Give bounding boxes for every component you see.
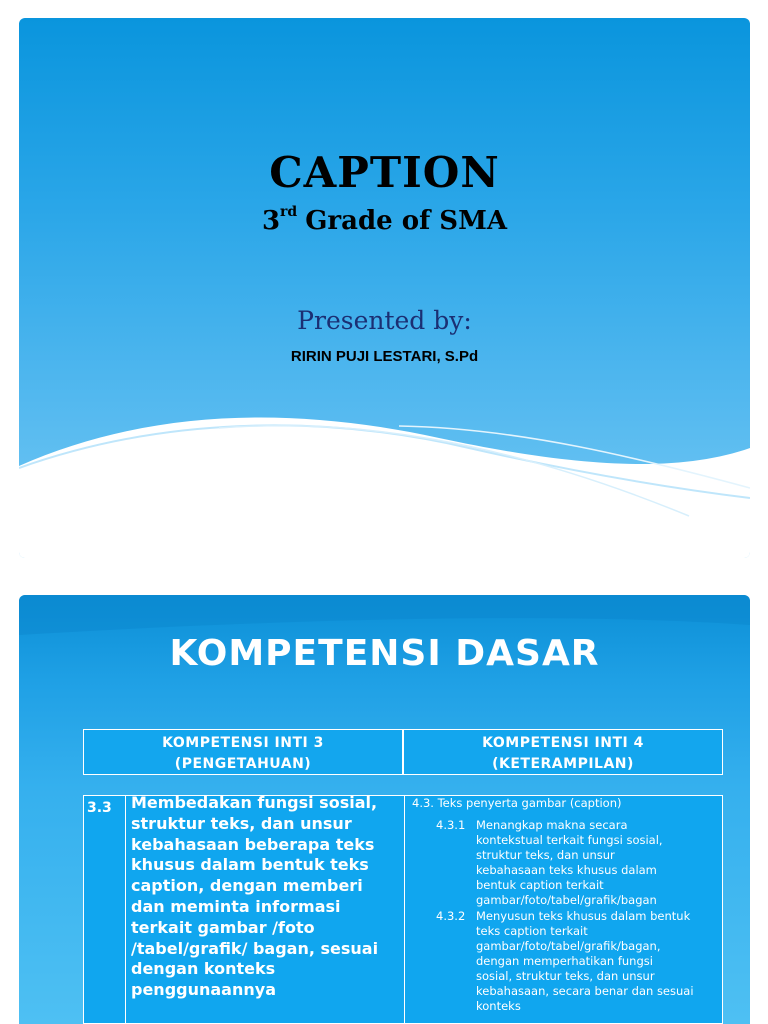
skill-item-line: gambar/foto/tabel/grafik/bagan,	[476, 939, 661, 953]
skill-item-first-line: Menangkap makna secara	[476, 818, 628, 832]
skill-item-line: konteks	[476, 999, 521, 1013]
wave-decoration	[19, 18, 750, 558]
header-right-line2: (KETERAMPILAN)	[492, 756, 634, 772]
kompetensi-slide	[19, 595, 750, 1024]
skill-item-line: teks caption terkait	[476, 924, 588, 938]
slide-title: KOMPETENSI DASAR	[169, 633, 600, 674]
skill-item	[436, 909, 718, 1014]
number-cell	[84, 796, 126, 1024]
grade-suffix: rd	[280, 204, 298, 220]
header-kompetensi-inti-3	[83, 729, 403, 775]
skill-item-line: bentuk caption terkait	[476, 878, 604, 892]
skill-item-line: sosial, struktur teks, dan unsur	[476, 969, 655, 983]
header-left-line2: (PENGETAHUAN)	[174, 756, 312, 772]
skill-item-line: gambar/foto/tabel/grafik/bagan	[476, 893, 657, 907]
header-kompetensi-inti-4	[403, 729, 723, 775]
skill-heading: 4.3. Teks penyerta gambar (caption)	[412, 796, 622, 810]
skill-item-line: dengan memperhatikan fungsi	[476, 954, 653, 968]
skill-item-line: kontekstual terkait fungsi sosial,	[476, 833, 663, 847]
grade-text: Grade of SMA	[305, 206, 508, 236]
presenter-name: RIRIN PUJI LESTARI, S.Pd	[290, 348, 479, 365]
skill-item	[436, 818, 718, 908]
skill-item-line: kebahasaan teks khusus dalam	[476, 863, 657, 877]
title-slide	[19, 18, 750, 558]
header-right-line1: KOMPETENSI INTI 4	[482, 735, 644, 751]
knowledge-cell	[125, 793, 405, 1024]
skill-item-first-line: Menyusun teks khusus dalam bentuk	[476, 909, 691, 923]
skill-cell	[404, 796, 722, 1024]
grade-subtitle	[19, 206, 750, 236]
knowledge-text: Membedakan fungsi sosial, struktur teks, dan unsur kebahasaan beberapa teks khusus dalam bentuk teks caption, dengan memberi dan meminta informasi terkait gambar /foto /tabel/grafik/ bagan, sesuai dengan konteks penggunaannya	[131, 793, 379, 1000]
skill-item-code: 4.3.1	[436, 818, 466, 832]
grade-number: 3	[261, 206, 281, 236]
skill-item-line: kebahasaan, secara benar dan sesuai	[476, 984, 694, 998]
skill-item-line: struktur teks, dan unsur	[476, 848, 615, 862]
row-number: 3.3	[87, 800, 112, 816]
skill-item-code: 4.3.2	[436, 909, 466, 923]
slide-title: CAPTION	[269, 148, 500, 197]
header-left-line1: KOMPETENSI INTI 3	[162, 735, 324, 751]
competency-table	[83, 795, 723, 1024]
presented-by-label: Presented by:	[297, 306, 472, 335]
